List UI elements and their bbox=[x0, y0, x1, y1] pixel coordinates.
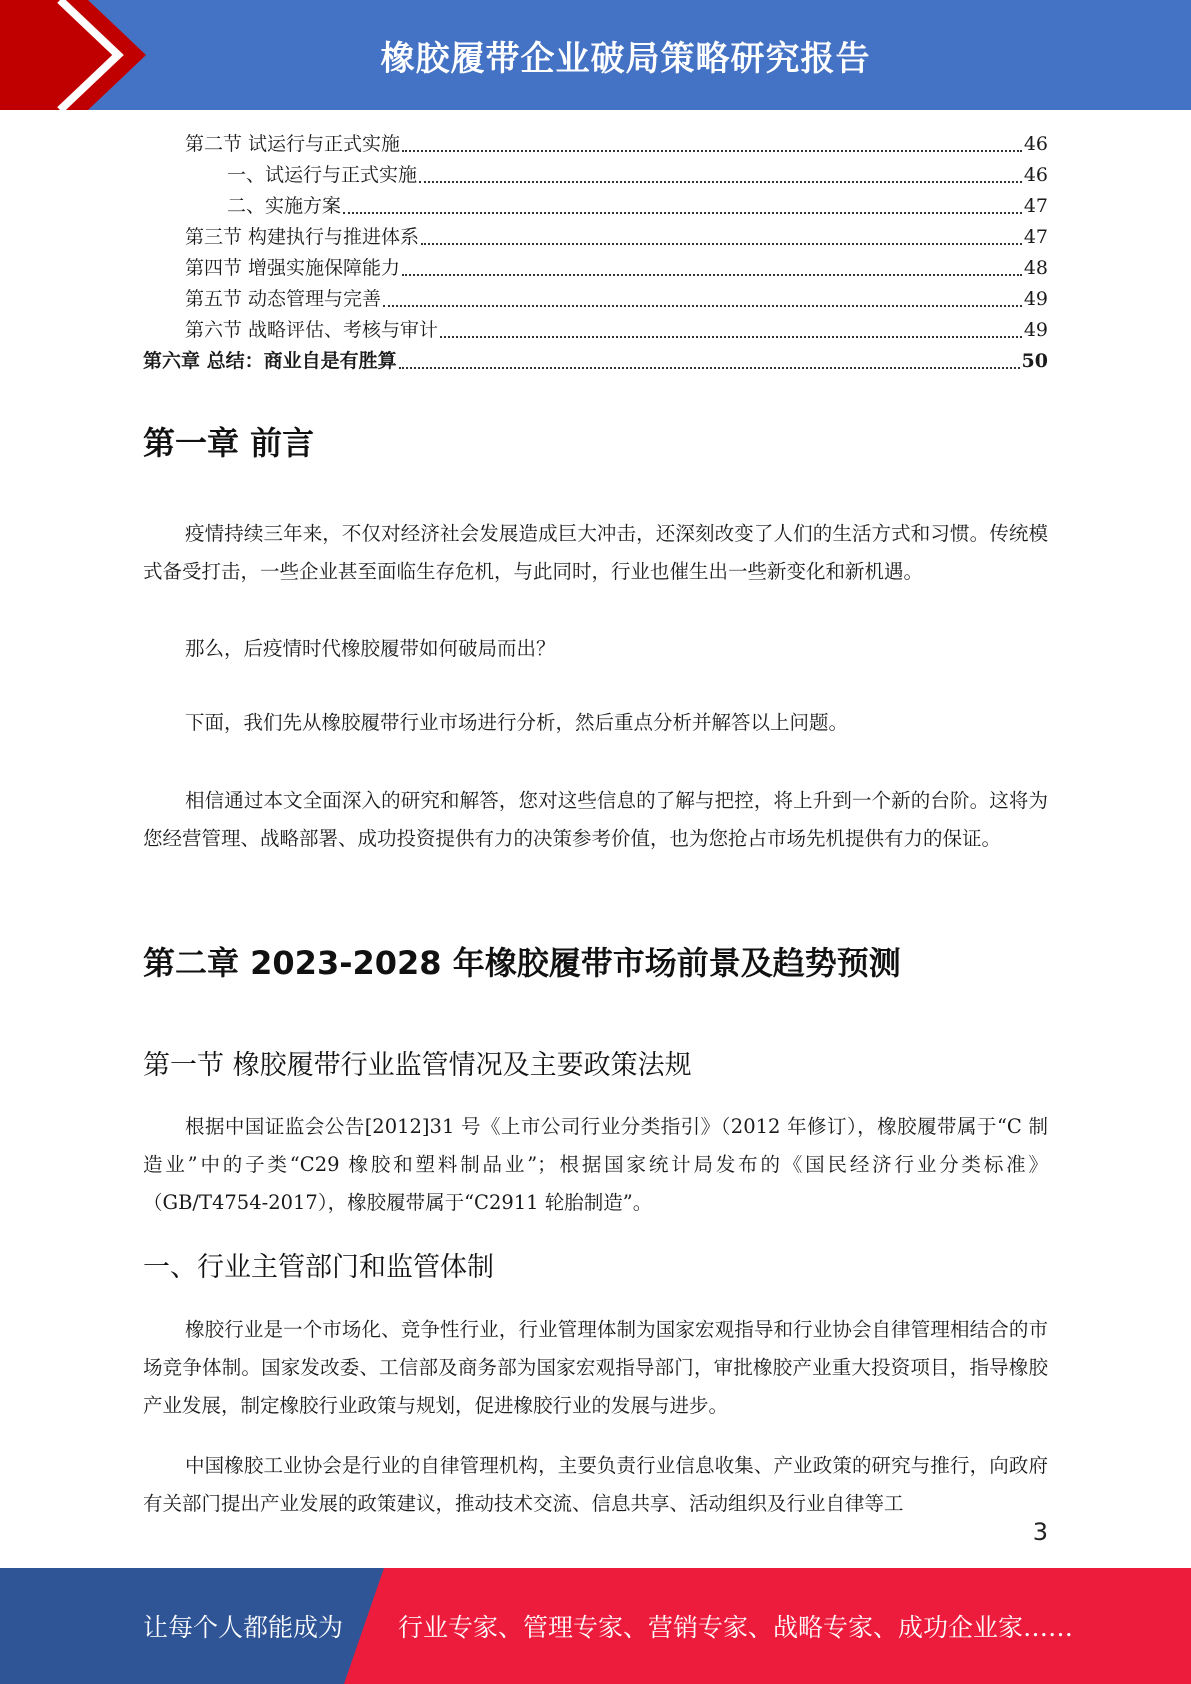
toc-leader bbox=[402, 274, 1022, 276]
toc-entry-label: 第三节 构建执行与推进体系 bbox=[185, 226, 420, 248]
footer-slogan-right: 行业专家、管理专家、营销专家、战略专家、成功企业家…… bbox=[398, 1613, 1074, 1642]
table-of-contents bbox=[143, 129, 1048, 377]
toc-entry-page: 47 bbox=[1023, 226, 1048, 248]
paragraph: 根据中国证监会公告[2012]31 号《上市公司行业分类指引》（2012 年修订），橡胶履带属于“C 制造业”中的子类“C29 橡胶和塑料制品业”；根据国家统计局发布的《国民经济行业分类标准》（GB/T4754-2017），橡胶履带属于“C2911 轮胎制造”。 bbox=[143, 1115, 1048, 1214]
report-title: 橡胶履带企业破局策略研究报告 bbox=[380, 38, 871, 79]
toc-entry-page: 50 bbox=[1021, 350, 1048, 372]
toc-entry[interactable] bbox=[143, 129, 1048, 160]
toc-entry[interactable] bbox=[143, 315, 1048, 346]
toc-entry-page: 46 bbox=[1023, 164, 1048, 186]
subsection-heading: 一、行业主管部门和监管体制 bbox=[143, 1252, 494, 1283]
page-header bbox=[0, 0, 1191, 110]
toc-entry-page: 49 bbox=[1023, 319, 1048, 341]
page-footer bbox=[0, 1568, 1191, 1684]
chapter-heading: 第二章 2023-2028 年橡胶履带市场前景及趋势预测 bbox=[143, 944, 901, 982]
toc-leader bbox=[419, 181, 1022, 183]
toc-entry-label: 第四节 增强实施保障能力 bbox=[185, 257, 401, 279]
toc-entry-label: 第五节 动态管理与完善 bbox=[185, 288, 382, 310]
toc-entry[interactable] bbox=[143, 284, 1048, 315]
footer-slogan-left: 让每个人都能成为 bbox=[143, 1613, 344, 1642]
toc-entry-label: 第六章 总结：商业自是有胜算 bbox=[143, 350, 397, 372]
chapter-heading: 第一章 前言 bbox=[143, 424, 315, 462]
toc-entry-label: 第六节 战略评估、考核与审计 bbox=[185, 319, 439, 341]
paragraph: 中国橡胶工业协会是行业的自律管理机构，主要负责行业信息收集、产业政策的研究与推行，向政府有关部门提出产业发展的政策建议，推动技术交流、信息共享、活动组织及行业自律等工 bbox=[143, 1454, 1048, 1515]
toc-leader bbox=[343, 212, 1022, 214]
toc-leader bbox=[421, 243, 1022, 245]
paragraph: 那么，后疫情时代橡胶履带如何破局而出？ bbox=[185, 637, 556, 660]
paragraph: 下面，我们先从橡胶履带行业市场进行分析，然后重点分析并解答以上问题。 bbox=[185, 711, 849, 734]
toc-entry-page: 47 bbox=[1023, 195, 1048, 217]
paragraph: 相信通过本文全面深入的研究和解答，您对这些信息的了解与把控，将上升到一个新的台阶。这将为您经营管理、战略部署、成功投资提供有力的决策参考价值，也为您抢占市场先机提供有力的保证。 bbox=[143, 789, 1048, 850]
toc-leader bbox=[440, 336, 1022, 338]
toc-entry-label: 二、实施方案 bbox=[227, 195, 342, 217]
toc-entry[interactable] bbox=[143, 160, 1048, 191]
toc-entry-page: 48 bbox=[1023, 257, 1048, 279]
toc-entry[interactable] bbox=[143, 222, 1048, 253]
toc-leader bbox=[402, 150, 1022, 152]
toc-entry-label: 第二节 试运行与正式实施 bbox=[185, 133, 401, 155]
paragraph: 疫情持续三年来，不仅对经济社会发展造成巨大冲击，还深刻改变了人们的生活方式和习惯。传统模式备受打击，一些企业甚至面临生存危机，与此同时，行业也催生出一些新变化和新机遇。 bbox=[143, 522, 1048, 583]
page-number: 3 bbox=[1032, 1518, 1048, 1546]
toc-entry-page: 46 bbox=[1023, 133, 1048, 155]
toc-leader bbox=[399, 367, 1020, 369]
paragraph: 橡胶行业是一个市场化、竞争性行业，行业管理体制为国家宏观指导和行业协会自律管理相结合的市场竞争体制。国家发改委、工信部及商务部为国家宏观指导部门，审批橡胶产业重大投资项目，指导橡胶产业发展，制定橡胶行业政策与规划，促进橡胶行业的发展与进步。 bbox=[143, 1318, 1048, 1417]
toc-entry[interactable] bbox=[143, 253, 1048, 284]
toc-entry-page: 49 bbox=[1023, 288, 1048, 310]
section-heading: 第一节 橡胶履带行业监管情况及主要政策法规 bbox=[143, 1050, 692, 1081]
toc-entry-label: 一、试运行与正式实施 bbox=[227, 164, 418, 186]
toc-entry[interactable] bbox=[143, 191, 1048, 222]
toc-leader bbox=[383, 305, 1022, 307]
toc-entry-chapter[interactable] bbox=[143, 346, 1048, 377]
